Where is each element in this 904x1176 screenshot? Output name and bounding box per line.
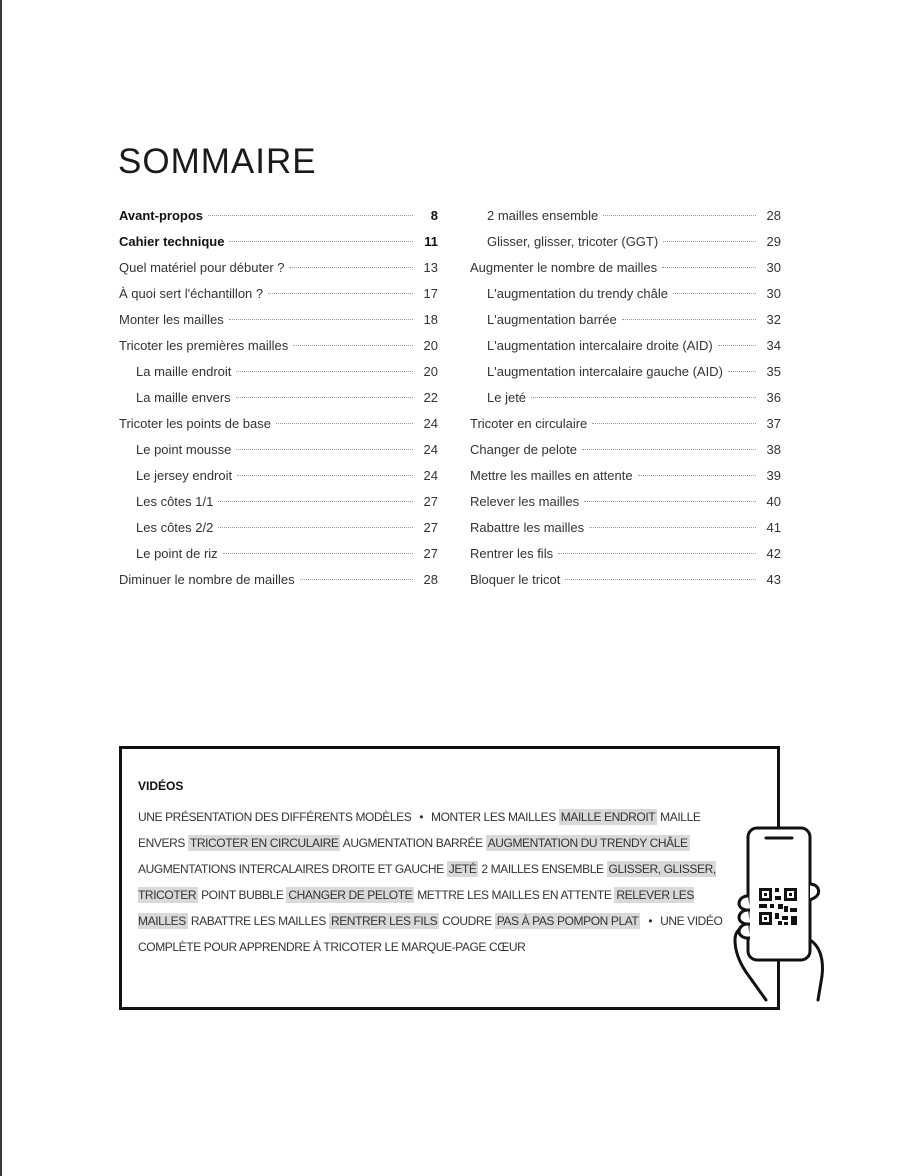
toc-dot-leader [622,319,756,320]
video-topic: AUGMENTATIONS INTERCALAIRES DROITE ET GAUCHE [138,862,444,876]
toc-dot-leader [276,423,413,424]
toc-entry-title: Tricoter en circulaire [470,416,588,431]
toc-entry-page: 42 [766,546,781,561]
toc-entry [470,411,781,437]
video-topic: MAILLE ENVERS [138,810,701,850]
toc-entry [119,359,438,385]
toc-entry-title: Rabattre les mailles [470,520,585,535]
video-topic-highlighted: CHANGER DE PELOTE [288,888,413,902]
toc-entry [119,437,438,463]
toc-entry [470,567,781,593]
toc-dot-leader [662,267,756,268]
toc-entry [119,567,438,593]
toc-entry-page: 27 [423,520,438,535]
toc-entry [470,203,781,229]
toc-entry [119,489,438,515]
toc-entry-page: 30 [766,260,781,275]
toc-entry-page: 38 [766,442,781,457]
toc-dot-leader [289,267,413,268]
toc-dot-leader [237,475,413,476]
toc-entry [470,281,781,307]
toc-entry-title: Bloquer le tricot [470,572,561,587]
toc-entry-title: L'augmentation intercalaire gauche (AID) [487,364,723,379]
toc-dot-leader [293,345,413,346]
page-edge [0,0,2,1176]
toc-entry-title: Quel matériel pour débuter ? [119,260,285,275]
toc-entry-page: 24 [423,416,438,431]
toc-entry-page: 24 [423,442,438,457]
toc-entry [119,515,438,541]
toc-entry-title: 2 mailles ensemble [487,208,599,223]
toc-entry-title: Avant-propos [119,208,204,223]
toc-entry-page: 11 [424,234,438,249]
toc-dot-leader [673,293,756,294]
toc-dot-leader [718,345,756,346]
toc-entry-title: À quoi sert l'échantillon ? [119,286,264,301]
toc-dot-leader [728,371,756,372]
toc-column-right [470,203,781,593]
toc-dot-leader [300,579,413,580]
toc-entry-page: 28 [423,572,438,587]
toc-entry [470,307,781,333]
toc-entry-title: Le jeté [487,390,527,405]
toc-entry-title: Les côtes 1/1 [136,494,214,509]
toc-dot-leader [236,397,413,398]
toc-entry-title: Les côtes 2/2 [136,520,214,535]
toc-entry-page: 27 [423,494,438,509]
bullet-separator: • [419,810,424,824]
toc-dot-leader [268,293,413,294]
video-topic: 2 MAILLES ENSEMBLE [481,862,604,876]
toc-entry-page: 18 [423,312,438,327]
toc-entry [470,489,781,515]
toc-dot-leader [223,553,413,554]
videos-list [138,804,734,960]
video-topic: COUDRE [442,914,492,928]
toc-entry [119,281,438,307]
toc-dot-leader [584,501,756,502]
videos-box [119,746,780,1010]
toc-entry-title: La maille envers [136,390,231,405]
toc-entry [470,229,781,255]
page-title: SOMMAIRE [118,142,317,181]
toc-entry [470,255,781,281]
toc-entry [119,203,438,229]
toc-entry-page: 35 [766,364,781,379]
video-topic: POINT BUBBLE [201,888,284,902]
video-topic: METTRE LES MAILLES EN ATTENTE [417,888,612,902]
toc-entry-title: Tricoter les premières mailles [119,338,289,353]
toc-entry-title: L'augmentation barrée [487,312,617,327]
toc-dot-leader [218,527,413,528]
toc-entry-page: 32 [766,312,781,327]
toc-entry-page: 22 [423,390,438,405]
toc-entry-page: 28 [766,208,781,223]
video-topic-highlighted: JETÉ [448,862,477,876]
toc-entry-title: Le point de riz [136,546,218,561]
toc-entry-page: 20 [423,338,438,353]
toc-entry-page: 40 [766,494,781,509]
toc-dot-leader [558,553,756,554]
toc-dot-leader [638,475,756,476]
toc-entry-page: 27 [423,546,438,561]
video-topic-highlighted: MAILLE ENDROIT [560,810,656,824]
toc-entry-title: Le jersey endroit [136,468,233,483]
toc-entry [119,385,438,411]
toc-entry [119,333,438,359]
toc-entry-page: 43 [766,572,781,587]
toc-dot-leader [582,449,756,450]
toc-entry-title: Tricoter les points de base [119,416,271,431]
toc-entry [470,333,781,359]
video-topic-highlighted: RENTRER LES FILS [330,914,438,928]
bullet-separator: • [648,914,653,928]
toc-entry-page: 29 [766,234,781,249]
video-topic: RABATTRE LES MAILLES [190,914,326,928]
toc-entry [470,385,781,411]
video-topic-highlighted: PAS À PAS POMPON PLAT [496,914,639,928]
toc-entry [470,463,781,489]
toc-dot-leader [603,215,756,216]
toc-dot-leader [663,241,756,242]
toc-entry-page: 20 [423,364,438,379]
video-topic-highlighted: TRICOTER EN CIRCULAIRE [189,836,339,850]
hand-holding-phone-qr-icon [726,822,830,1002]
toc-entry [119,307,438,333]
toc-entry-page: 24 [423,468,438,483]
toc-column-left [119,203,438,593]
toc-dot-leader [218,501,413,502]
videos-heading: VIDÉOS [138,779,184,793]
toc-dot-leader [236,371,413,372]
toc-entry-page: 37 [766,416,781,431]
toc-dot-leader [565,579,756,580]
toc-dot-leader [236,449,413,450]
toc-entry-page: 8 [430,208,438,223]
toc-entry-title: Changer de pelote [470,442,577,457]
toc-entry-title: La maille endroit [136,364,232,379]
toc-entry [119,411,438,437]
toc-dot-leader [229,319,413,320]
toc-entry-page: 17 [423,286,438,301]
toc-dot-leader [531,397,756,398]
video-topic: UNE VIDÉO COMPLÈTE POUR APPRENDRE À TRICOTER LE MARQUE-PAGE CŒUR [138,914,723,954]
toc-entry-title: Rentrer les fils [470,546,554,561]
toc-dot-leader [229,241,413,242]
toc-entry-title: L'augmentation intercalaire droite (AID) [487,338,713,353]
toc-entry-title: Mettre les mailles en attente [470,468,633,483]
toc-entry-page: 41 [766,520,781,535]
toc-entry-title: Augmenter le nombre de mailles [470,260,658,275]
toc-entry-title: L'augmentation du trendy châle [487,286,668,301]
toc-entry-page: 34 [766,338,781,353]
toc-dot-leader [589,527,756,528]
video-topic: UNE PRÉSENTATION DES DIFFÉRENTS MODÈLES [138,810,412,824]
toc-entry [470,515,781,541]
toc-entry [470,437,781,463]
video-topic: AUGMENTATION BARRÉE [342,836,483,850]
video-topic: MONTER LES MAILLES [431,810,556,824]
toc-entry [119,229,438,255]
toc-entry-title: Relever les mailles [470,494,580,509]
toc-entry-title: Glisser, glisser, tricoter (GGT) [487,234,659,249]
toc-entry [119,463,438,489]
toc-entry [119,255,438,281]
toc-entry-title: Cahier technique [119,234,225,249]
toc-entry-page: 30 [766,286,781,301]
toc-entry [119,541,438,567]
video-topic-highlighted: AUGMENTATION DU TRENDY CHÂLE [487,836,688,850]
toc-entry [470,541,781,567]
video-topic-highlighted: RELEVER LES MAILLES [138,888,695,928]
toc-dot-leader [208,215,413,216]
toc-entry [470,359,781,385]
toc-entry-page: 13 [423,260,438,275]
toc-entry-title: Diminuer le nombre de mailles [119,572,295,587]
toc-entry-page: 39 [766,468,781,483]
video-topic-highlighted: GLISSER, GLISSER, TRICOTER [138,862,716,902]
toc-entry-page: 36 [766,390,781,405]
toc-entry-title: Monter les mailles [119,312,224,327]
toc-entry-title: Le point mousse [136,442,232,457]
toc-dot-leader [592,423,756,424]
